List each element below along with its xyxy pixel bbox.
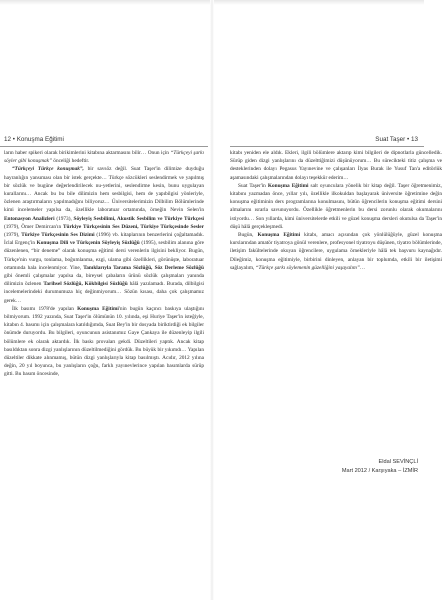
left-page (0, 0, 212, 600)
text-run: gibi önemli çalışmalar yapılsa da, bireysel çabaların ürünü sözlük çalışmaları yanında dilimizin özlenen (4, 273, 204, 288)
bold-text: Entonasyon Analizleri (4, 215, 55, 222)
bold-text: Konuşma Dili ve Türkçenin Söyleyiş Sözlüğü (36, 240, 140, 247)
italic-text: “Türkçeyi şarkı söyler gibi konuşmak” (4, 150, 205, 165)
paragraph (4, 165, 204, 304)
text-run: bir savsöz değil. Suat Taşer'in dilimize duyduğu hayranlığın yansıması olan bir istek gerçekte… Türkçe sözcükleri seslendirmek ve yapılmış bir sözlük ve bugüne değerlendirilecek nu-yetlerini, seslendirme kesin, bunu uygulayan kurallarını… Ancak bu bu bile dilimizin hem sesbilgisi, hem de yapıbilgisi yönleriyle, özlenen araştırmaların yapılmadığını biliyoruz… Üniversitelerimizin Dilbilim Bölümlerinde kimi incelemeler yapılsa da, özellikle laboratuar ortamında, örneğin Nevin Selen'in (4, 166, 204, 214)
paragraph (4, 149, 204, 165)
text-run: hâlâ yazılamadı. Burada, dilbilgisi incelemelerindeki durumumuza hiç değinmiyorum… Sözün kısası, daha çok çalışmamız gerek… (4, 281, 204, 304)
paragraph (4, 305, 204, 379)
bold-text: Türkiye Türkçesinin Ses Dizimi (21, 232, 95, 239)
bold-text: Konuşma Eğitimi (267, 182, 309, 189)
text-run: (1979), (4, 232, 22, 239)
text-run: ların haber spikeri olarak birikimlerini kitabına aktarmasını bilir… Onun için (4, 150, 171, 156)
text-run: önceliği hedeftir. (51, 158, 90, 165)
paragraph (230, 182, 442, 231)
paragraph (230, 149, 442, 182)
text-run: salt oyunculara yönelik bir kitap değil. Taşer öğretmenimiz, kitabını yazmadan önce, yıllar yılı, özellikle ilkokuldan başlayarak üniversite öğretimine değin konuşma eğitiminin ders programlarına konulmasını, bütün öğrencilerin konuşma eğitimi dersini almalarını ısrarla savunuyordu. Özellikle öğretmenlerin bu dersi zorunlu olarak okumalarını istiyordu… Son yıllarda, kimi üniversitelerde etkili ve güzel konuşma dersleri okutulsa da Taşer'in düşü hâlâ gerçekleşmedi. (230, 182, 442, 230)
text-run: kitabı, amacı açısından çok yönlülüğüyle, güzel konuşma kurslarından amatör tiyatroya gönül verenlere, profesyonel tiyatroyu düşünen, tiyatro bölümlerinde, iletişim fakültelerinde okuyan öğrencilere, uygulama örnekleriyle hâlâ tek başvuru kaynağıdır. Dileğimiz, konuşma eğitimiyle, birbirini dinleyen, anlayan bir toplumda, etkili bir iletişimi sağlayalım, (230, 232, 442, 271)
right-page-body (230, 149, 442, 272)
left-header-rule (0, 146, 208, 147)
right-page-header: Suat Taşer • 13 (375, 136, 418, 143)
right-header-rule (230, 146, 424, 147)
text-run: İlk basımı 1978'de yapılan (12, 305, 78, 312)
left-page-body (4, 149, 204, 379)
right-page (212, 0, 442, 600)
text-run: (1996) vb. kitaplarının benzerlerini çoğaltamadık. İclal Ergenç'in (4, 232, 204, 247)
bold-text: Konuşma Eğitimi (257, 232, 301, 239)
bold-text: Söyleyiş Sesbilimi, Akustik Sesbilim ve Türkiye Türkçesi (73, 215, 204, 222)
text-run: Bugün, (238, 232, 258, 239)
bold-text: Konuşma Eğitimi (77, 305, 119, 312)
signature-place-date: Mart 2012 / Karşıyaka – İZMİR (341, 468, 418, 474)
left-page-header: 12 • Konuşma Eğitimi (4, 136, 64, 143)
bold-text: Tanıklarıyla Tarama Sözlüğü, Söz Derleme Sözlüğü (83, 264, 204, 271)
bold-text: Tarihsel Sözlüğü, Kökbilgisi Sözlüğü (43, 281, 128, 288)
emphasis-text: “Türkçeyi Türkçe konuşmak”, (12, 166, 84, 173)
text-run: (1979), Ömer Demircan'ın (4, 223, 63, 230)
text-run: Suat Taşer'in (238, 182, 268, 189)
italic-text: “Türkçe şarkı söylemenin güzelliğini yaşayalım” (255, 264, 360, 271)
text-run: … (359, 264, 366, 271)
paragraph (230, 231, 442, 272)
bold-text: Türkiye Türkçesinin Ses Düzeni, Türkiye Türkçesinde Sesler (63, 223, 204, 230)
text-run: (1973), (54, 215, 74, 222)
text-run: 'nin bugün kaçıncı baskıya ulaştığını bilmiyorum. 1992 yazında, Suat Taşer'in ölümünün 10. yılında, eşi Huriye Taşer'in isteğiyle, kitabın 4. basımı için çalışmalara katıldığımda, Suat Bey'in bir dosyada biriktirdiği ek bilgiler önümde duruyordu. Bu bilgileri, oyuncunun asistanımız Gaye Çankaya ile düzenleyip ilgili bölümlere ek olarak aktardık. İlk baskı provaları gekdi. Düzeltileri yaptık. Ancak kitap basıldıktan sonra dizgi yanlışlarının düzeltilmediğini gördük. Bu büyük bir yıkımdı… Yapılan düzeltiler dikkate alınmamış, bütün dizgi yanlışlarıyla kitap basılmıştı. Acıdır, 2012 yılına değin, 20 yıl boyunca, bu yanlışların çoğu, farklı yayınevlerince yapılan basımlarda sürüp gitti. Bu basım öncesinde, (4, 305, 204, 378)
signature-block (342, 458, 418, 476)
text-run: kitabı yeniden ele aldık. Ekleri, ilgili bölümlere aktarıp kimi bilgileri de dipnotlarla güncelledik. Sürüp giden dizgi yanlışlarını da düzelttiğimizi düşünüyorum… Bu sürecikteki titiz çalışma ve desteklerinden dolayı Pegasus Yayınevine ve çalışanları İlyas Burak ile Yusuf Tan'a editörlük aşamasındaki çalışmalarından dolayı teşekkür ederim… (230, 150, 442, 181)
text-run: (1995), sesbilim alanına göre düzenlenen, “bir deneme” olarak konuşma eğitimi dersi verenlerin ilgisini bekliyor. Bugün, Türkçe'nin vurgu, tonlama, boğumlanma, ezgi, ulama gibi özellikleri, görünüşte, laboratuar ortamında hala incelenmiyor. Yine, (4, 240, 205, 271)
signature-name: Eldal SEVİNÇLİ (378, 459, 418, 465)
